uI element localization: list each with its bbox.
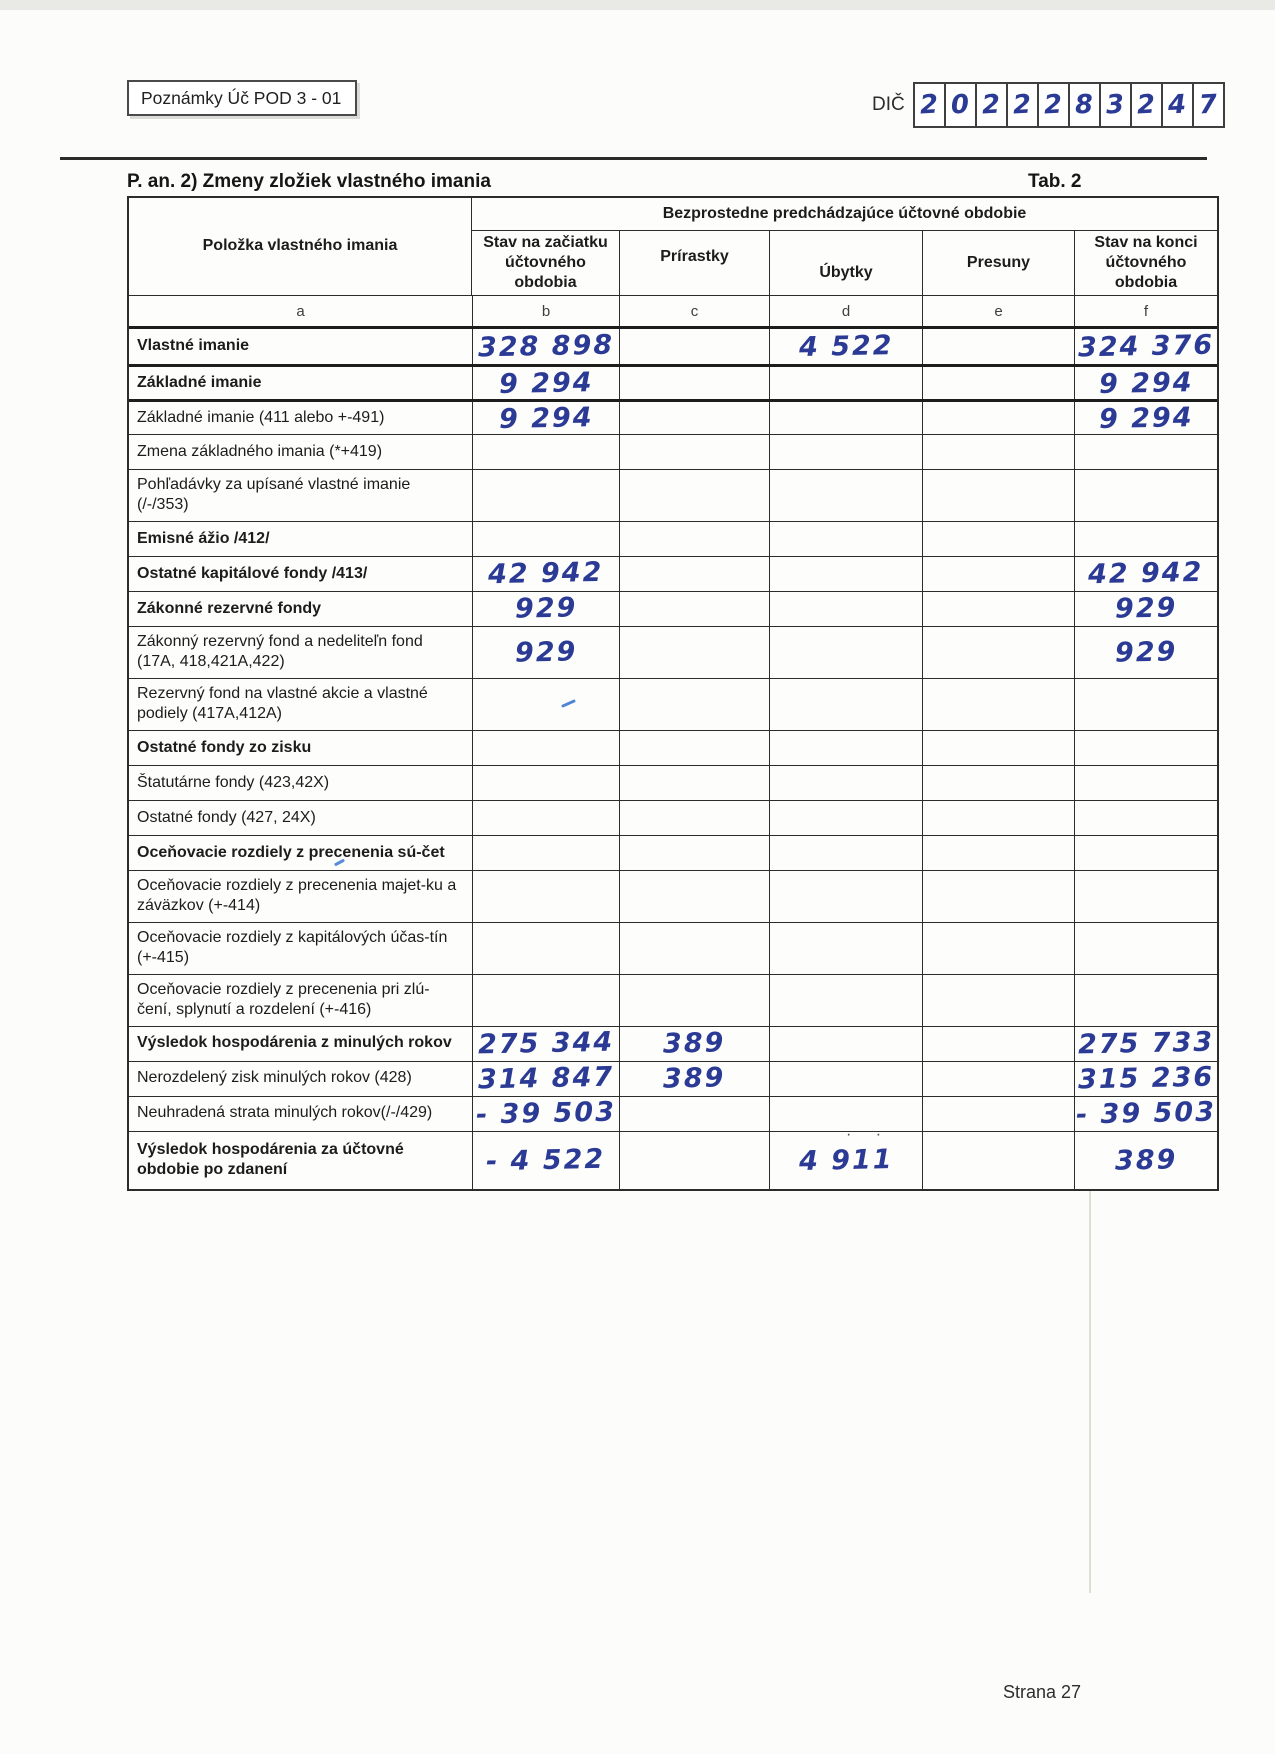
cell-b: [472, 402, 619, 434]
cell-b: [472, 1132, 619, 1189]
cell-c: [619, 592, 769, 626]
handwritten-value: 9 294: [498, 366, 594, 400]
handwritten-value: - 39 503: [1075, 1096, 1217, 1131]
cell-e: [922, 679, 1074, 730]
cell-c: [619, 557, 769, 591]
handwritten-digit: 4: [1167, 89, 1188, 121]
period-header: Bezprostedne predchádzajúce účtovné obdobie: [472, 198, 1217, 231]
cell-b: [472, 470, 619, 521]
handwritten-value: 9 294: [498, 401, 594, 435]
handwritten-value: 42 942: [1088, 557, 1204, 591]
cell-e: [922, 435, 1074, 469]
dic-digit-box: [913, 82, 946, 128]
table-row: [129, 1061, 1217, 1096]
row-label: Ostatné fondy (427, 24X): [137, 808, 316, 826]
table-row: [129, 521, 1217, 556]
handwritten-value: 929: [1114, 636, 1178, 669]
cell-d: [769, 367, 922, 399]
table-row: [129, 556, 1217, 591]
dic-digit-box: [1068, 82, 1101, 128]
cell-f: [1074, 923, 1217, 974]
handwritten-digit: 7: [1198, 89, 1219, 121]
handwritten-digit: 2: [1043, 89, 1064, 121]
cell-b: [472, 435, 619, 469]
row-label: Neuhradená strata minulých rokov(/-/429): [137, 1104, 433, 1122]
handwritten-digit: 2: [981, 89, 1002, 121]
cell-e: [922, 522, 1074, 556]
cell-c: [619, 402, 769, 434]
cell-b: [472, 329, 619, 364]
cell-c: [619, 766, 769, 800]
handwritten-value: · · 4 911: [798, 1143, 894, 1177]
cell-d: [769, 402, 922, 434]
column-letter: e: [922, 296, 1074, 326]
cell-c: [619, 470, 769, 521]
handwritten-value: 389: [662, 1062, 727, 1095]
column-header: Prírastky: [619, 231, 769, 295]
dic-label: DIČ: [872, 94, 905, 115]
cell-e: [922, 592, 1074, 626]
table-header: [129, 198, 1217, 295]
handwritten-value: 389: [662, 1027, 727, 1060]
cell-e: [922, 923, 1074, 974]
cell-f: [1074, 557, 1217, 591]
cell-d: [769, 329, 922, 364]
row-label: Štatutárne fondy (423,42X): [137, 773, 330, 791]
cell-c: [619, 329, 769, 364]
cell-b: [472, 923, 619, 974]
cell-f: [1074, 329, 1217, 364]
form-id-box: [127, 80, 357, 116]
row-label: Zákonné rezervné fondy: [137, 599, 322, 617]
cell-c: [619, 871, 769, 922]
column-header: Stav na konci účtovného obdobia: [1074, 231, 1217, 295]
period-header-group: [472, 198, 1217, 295]
handwritten-value: - 39 503: [475, 1096, 617, 1131]
handwritten-digit: 0: [950, 89, 971, 121]
cell-b: [472, 1027, 619, 1061]
page-number: Strana 27: [1003, 1682, 1082, 1702]
dic-digit-box: [944, 82, 977, 128]
row-label: Zmena základného imania (*+419): [137, 442, 383, 460]
row-label: Rezervný fond na vlastné akcie a vlastné podiely (417A,412A): [137, 684, 428, 723]
cell-d: [769, 557, 922, 591]
cell-e: [922, 1062, 1074, 1096]
cell-f: [1074, 1062, 1217, 1096]
row-label: Oceňovacie rozdiely z kapitálových účas-tín (+-415): [137, 928, 448, 967]
table-row: [129, 329, 1217, 364]
handwritten-value: 9 294: [1098, 366, 1194, 400]
cell-d: [769, 731, 922, 765]
column-letter: c: [619, 296, 769, 326]
table-row: [129, 922, 1217, 974]
row-label: Nerozdelený zisk minulých rokov (428): [137, 1069, 412, 1087]
cell-d: [769, 679, 922, 730]
cell-f: [1074, 367, 1217, 399]
handwritten-value: 4 522: [798, 330, 894, 363]
dic-digit-box: [1161, 82, 1194, 128]
row-label: Emisné ážio /412/: [137, 529, 270, 547]
row-label: Výsledok hospodárenia za účtovné obdobie po zdanení: [137, 1140, 404, 1179]
cell-c: [619, 627, 769, 678]
handwritten-value: 324 376: [1077, 329, 1215, 364]
cell-b: [472, 871, 619, 922]
cell-d: [769, 627, 922, 678]
row-label: Vlastné imanie: [137, 337, 250, 355]
cell-d: [769, 975, 922, 1026]
handwritten-digit: 3: [1105, 89, 1126, 121]
handwritten-value: - 4 522: [486, 1143, 606, 1177]
table-row: [129, 399, 1217, 434]
cell-e: [922, 871, 1074, 922]
dic-digit-box: [1037, 82, 1070, 128]
cell-c: [619, 522, 769, 556]
cell-e: [922, 1027, 1074, 1061]
row-label: Ostatné kapitálové fondy /413/: [137, 564, 368, 582]
dic-boxes: [915, 82, 1225, 128]
cell-c: [619, 367, 769, 399]
table-row: [129, 469, 1217, 521]
table-body: [129, 329, 1217, 1189]
column-letter-row: [129, 295, 1217, 329]
cell-f: [1074, 975, 1217, 1026]
table-row: [129, 800, 1217, 835]
cell-d: [769, 1062, 922, 1096]
cell-f: [1074, 731, 1217, 765]
column-header: Stav na začiatku účtovného obdobia: [483, 234, 608, 291]
cell-c: [619, 923, 769, 974]
column-letter: b: [472, 296, 619, 326]
table-row: [129, 1026, 1217, 1061]
cell-f: [1074, 766, 1217, 800]
cell-d: [769, 1132, 922, 1189]
cell-e: [922, 731, 1074, 765]
handwritten-value: 929: [1114, 592, 1178, 626]
handwritten-value: 42 942: [488, 557, 604, 591]
cell-b: [472, 367, 619, 399]
cell-c: [619, 731, 769, 765]
cell-b: [472, 679, 619, 730]
cell-b: [472, 592, 619, 626]
handwritten-value: 9 294: [1098, 401, 1194, 435]
dic-digit-box: [975, 82, 1008, 128]
cell-f: [1074, 592, 1217, 626]
cell-c: [619, 836, 769, 870]
header-divider: [60, 157, 1207, 160]
cell-e: [922, 975, 1074, 1026]
cell-c: [619, 1062, 769, 1096]
row-label: Základné imanie (411 alebo +-491): [137, 408, 385, 426]
handwritten-value: 314 847: [477, 1061, 615, 1096]
cell-f: [1074, 1097, 1217, 1131]
table-row: [129, 974, 1217, 1026]
table-row: [129, 678, 1217, 730]
table-row: [129, 765, 1217, 800]
dic-digit-box: [1192, 82, 1225, 128]
table-row: [129, 730, 1217, 765]
cell-f: [1074, 522, 1217, 556]
cell-f: [1074, 1132, 1217, 1189]
cell-f: [1074, 1027, 1217, 1061]
cell-b: [472, 731, 619, 765]
cell-e: [922, 1097, 1074, 1131]
cell-d: [769, 923, 922, 974]
table-row: [129, 364, 1217, 399]
table-row: [129, 870, 1217, 922]
cell-d: [769, 522, 922, 556]
cell-c: [619, 1027, 769, 1061]
dic-digit-box: [1006, 82, 1039, 128]
column-header: Presuny: [922, 231, 1074, 295]
cell-d: [769, 836, 922, 870]
cell-d: [769, 871, 922, 922]
column-letter: f: [1074, 296, 1217, 326]
cell-e: [922, 367, 1074, 399]
row-label: Oceňovacie rozdiely z precenenia sú-čet: [129, 836, 472, 870]
cell-c: [619, 1097, 769, 1131]
scan-fold-line: [1089, 1163, 1091, 1593]
column-letter: a: [296, 302, 305, 320]
handwritten-digit: 2: [1136, 89, 1157, 121]
cell-f: [1074, 836, 1217, 870]
cell-e: [922, 801, 1074, 835]
handwritten-value: 275 344: [477, 1026, 615, 1061]
cell-d: [769, 1027, 922, 1061]
cell-f: [1074, 679, 1217, 730]
column-header: Úbytky: [769, 231, 922, 295]
cell-d: [769, 470, 922, 521]
cell-d: [769, 801, 922, 835]
cell-f: [1074, 871, 1217, 922]
cell-e: [922, 470, 1074, 521]
cell-c: [619, 435, 769, 469]
handwritten-digit: 2: [919, 89, 940, 121]
cell-e: [922, 836, 1074, 870]
cell-b: [472, 801, 619, 835]
column-letter: d: [769, 296, 922, 326]
cell-f: [1074, 470, 1217, 521]
cell-e: [922, 627, 1074, 678]
table-row: [129, 1096, 1217, 1131]
cell-f: [1074, 627, 1217, 678]
cell-b: [472, 1062, 619, 1096]
cell-f: [1074, 801, 1217, 835]
cell-f: [1074, 402, 1217, 434]
cell-b: [472, 836, 619, 870]
scan-edge-artifact: [0, 0, 1275, 10]
cell-e: [922, 766, 1074, 800]
form-id-label: Poznámky Úč POD 3 - 01: [141, 87, 342, 108]
cell-d: [769, 766, 922, 800]
item-column-header: Položka vlastného imania: [129, 198, 472, 295]
handwritten-digit: 2: [1012, 89, 1033, 121]
table-row: [129, 1131, 1217, 1189]
cell-e: [922, 402, 1074, 434]
row-label: Zákonný rezervný fond a nedeliteľn fond (17A, 418,421A,422): [137, 632, 423, 671]
handwritten-value: 389: [1114, 1143, 1178, 1177]
dic-field: [872, 82, 1225, 128]
handwritten-value: 275 733: [1077, 1026, 1215, 1061]
cell-e: [922, 1132, 1074, 1189]
row-label: Ostatné fondy zo zisku: [137, 738, 312, 756]
table-tag: Tab. 2: [1028, 171, 1082, 192]
handwritten-value: 929: [514, 592, 578, 626]
row-label: Oceňovacie rozdiely z precenenia majet-ku a záväzkov (+-414): [137, 876, 457, 915]
cell-b: [472, 975, 619, 1026]
row-label: Oceňovacie rozdiely z precenenia pri zlú-čení, splynutí a rozdelení (+-416): [137, 980, 430, 1019]
period-columns: [472, 231, 1217, 295]
cell-b: [472, 522, 619, 556]
cell-e: [922, 329, 1074, 364]
table-row: [129, 591, 1217, 626]
cell-c: [619, 801, 769, 835]
cell-b: [472, 627, 619, 678]
dic-digit-box: [1130, 82, 1163, 128]
table-row: [129, 835, 1217, 870]
cell-e: [922, 557, 1074, 591]
table-row: [129, 626, 1217, 678]
dic-digit-box: [1099, 82, 1132, 128]
handwritten-digit: 8: [1074, 89, 1095, 121]
row-label: Základné imanie: [137, 373, 262, 391]
cell-d: [769, 592, 922, 626]
cell-b: [472, 1097, 619, 1131]
cell-d: [769, 435, 922, 469]
section-title: P. an. 2) Zmeny zložiek vlastného imania: [127, 171, 491, 192]
table-row: [129, 434, 1217, 469]
cell-c: [619, 1132, 769, 1189]
cell-c: [619, 975, 769, 1026]
cell-f: [1074, 435, 1217, 469]
cell-c: [619, 679, 769, 730]
cell-b: [472, 557, 619, 591]
cell-b: [472, 766, 619, 800]
handwritten-value: 328 898: [477, 329, 615, 364]
row-label: Pohľadávky za upísané vlastné imanie (/-/353): [137, 476, 411, 514]
equity-changes-table: [127, 196, 1219, 1191]
handwritten-value: 315 236: [1077, 1061, 1215, 1096]
row-label: Výsledok hospodárenia z minulých rokov: [137, 1034, 452, 1052]
handwritten-value: 929: [514, 636, 578, 669]
